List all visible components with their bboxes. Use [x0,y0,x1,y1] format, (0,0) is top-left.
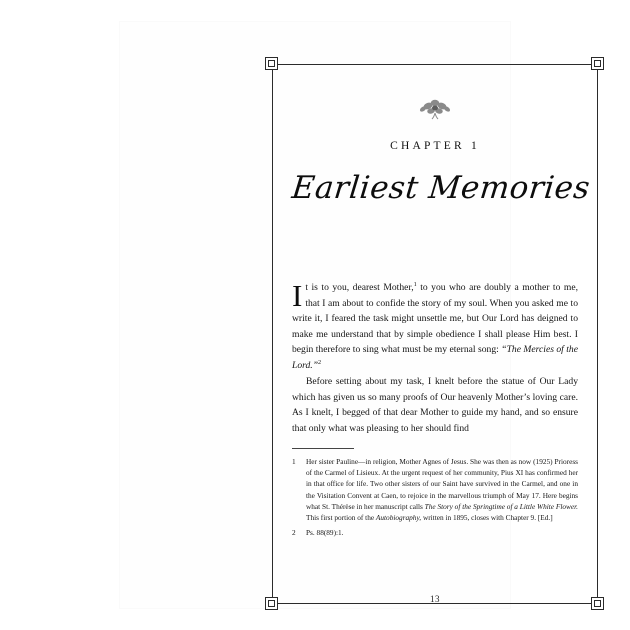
footnote-divider [292,448,354,449]
paragraph-1 [292,280,578,373]
corner-ornament-bottom-left [265,597,279,611]
paragraph-1-lead: t is to you, dearest Mother, [305,282,414,293]
corner-ornament-top-right [591,57,605,71]
corner-ornament-bottom-right [591,597,605,611]
footnote-ref-1: 1 [413,280,417,288]
page-content [290,84,592,604]
footnote-text-b: This first portion of the [306,512,376,522]
paragraph-1-italic: “The Mercies of the Lord.” [292,344,578,371]
corner-ornament-top-left [265,57,279,71]
footnote-item [292,527,578,538]
chapter-label: CHAPTER 1 [390,140,480,152]
footnote-italic-b: Autobiography, [375,512,422,522]
footnote-number: 1 [292,457,296,467]
footnote-ref-2: 2 [318,358,322,366]
paragraph-1-text: to you who are doubly a mother to me, that I am about to confide the story of my soul. When you asked me to write it, I feared the task might unsettle me, but Our Lord has deigned to make me understand that by simple obedience I shall please Him best. I begin therefore to sing what must be my eternal song: [292,282,578,356]
paragraph-2: Before setting about my task, I knelt before the statue of Our Lady which has given us so many proofs of Our heavenly Mother’s loving care. As I knelt, I begged of that dear Mother to guide my hand, and so ensure that only what was pleasing to her should find [292,376,578,434]
page-number: 13 [430,594,440,604]
footnote-item [292,456,578,522]
body-text [292,280,578,436]
footnote-text-a: Her sister Pauline—in religion, Mother Agnes of Jesus. She was then as now (1925) Prioress of the Carmel of Lisieux. At the urgent request of her community, Pius XI has confirmed her in that office for life. Two other sisters of our Saint have survived in the Carmel, and one in the Visitation Convent at Caen, to rejoice in the marvellous triumph of May 17. Here begins what St. Thérèse in her manuscript calls [306,457,578,511]
page-sheet [120,22,592,608]
footnote-text-a: Ps. 88(89):1. [306,527,344,537]
footnote-number: 2 [292,527,296,537]
drop-cap: I [292,278,303,313]
chapter-title: Earliest Memories [290,170,592,206]
footnote-italic-a: The Story of the Springtime of a Little White Flower. [424,501,578,511]
footnotes-section [292,456,578,538]
floral-ornament-icon [292,92,578,122]
footnote-text-c: written in 1895, closes with Chapter 9. [Ed.] [421,512,553,522]
